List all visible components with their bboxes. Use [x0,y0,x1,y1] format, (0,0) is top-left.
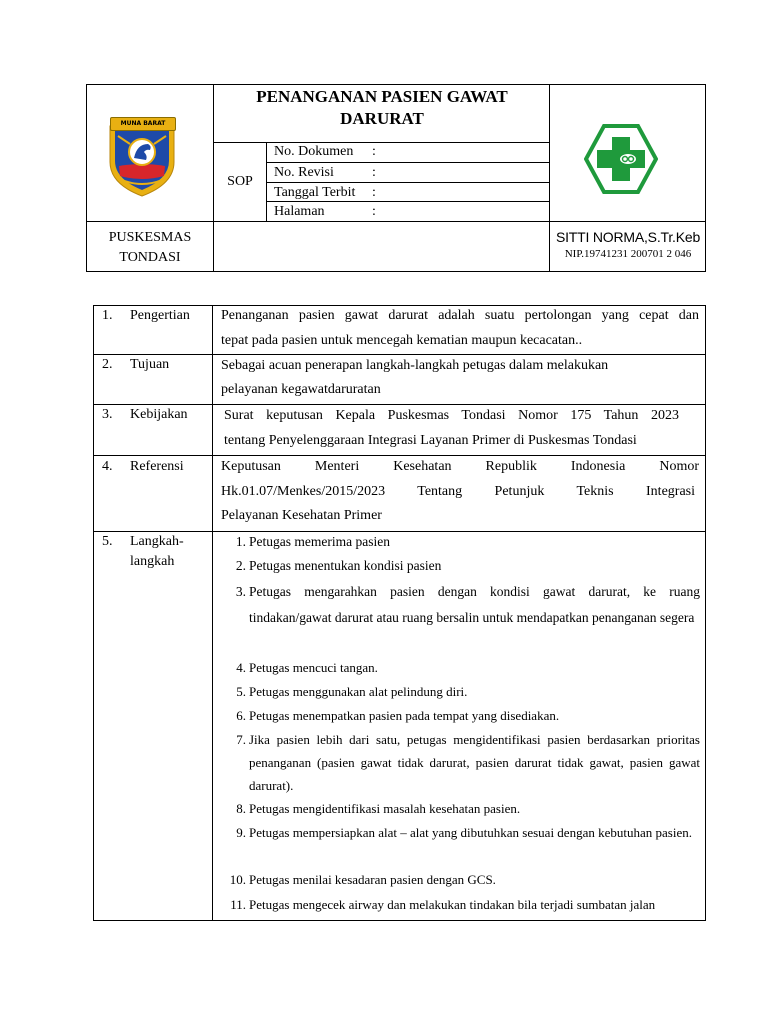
step-text: Jika pasien lebih dari satu, petugas mengidentifikasi pasien berdasarkan prioritas penanganan (pasien gawat tidak darurat, pasien darurat tidak gawat, pasien gawat darurat). [249,732,700,793]
institution-line-2: TONDASI [119,250,181,265]
title-line-1: PENANGANAN PASIEN GAWAT [256,87,508,106]
step-number: 3. [235,584,246,599]
meta-row-document-number [274,143,376,161]
referensi-line-1: Keputusan Menteri Kesehatan Republik Indonesia Nomor [221,459,699,474]
pengertian-line-2: tepat pada pasien untuk mencegah kematian maupun kecacatan.. [221,333,583,348]
meta-separator: : [372,165,376,180]
kebijakan-line-2: tentang Penyelenggaraan Integrasi Layanan Primer di Puskesmas Tondasi [224,433,637,448]
meta-row-issue-date [274,184,376,202]
document-title [214,86,550,130]
step-number: 6. [236,708,246,723]
meta-row-page [274,203,376,221]
section-label-pengertian: Pengertian [130,308,190,323]
step-number: 2. [235,558,246,573]
step-text: Petugas memerima pasien [249,534,390,549]
signer-name: SITTI NORMA,S.Tr.Keb [555,229,701,245]
section-label-referensi: Referensi [130,459,184,474]
meta-row-revision [274,164,376,182]
meta-label: No. Dokumen [274,144,354,159]
step-text: Petugas mengecek airway dan melakukan tindakan bila terjadi sumbatan jalan [249,897,656,912]
step-text: Petugas menempatkan pasien pada tempat yang disediakan. [249,708,560,723]
step-number: 11. [230,897,246,912]
meta-separator: : [372,185,376,200]
step-text: Petugas menilai kesadaran pasien dengan GCS. [249,872,496,887]
title-line-2: DARURAT [340,109,424,128]
step-text: Petugas mengarahkan pasien dengan kondisi gawat darurat, ke ruang tindakan/gawat darurat atau ruang bersalin untuk mendapatkan penanganan segera [249,584,700,625]
step-number: 8. [236,801,246,816]
pengertian-line-1: Penanganan pasien gawat darurat adalah suatu pertolongan yang cepat dan [221,308,699,323]
institution-name [86,228,214,268]
section-number: 2. [102,357,113,372]
langkah-label-line-2: langkah [130,554,175,569]
meta-label: No. Revisi [274,165,334,180]
section-label-kebijakan: Kebijakan [130,407,188,422]
section-number: 4. [102,459,113,474]
step-text: Petugas menggunakan alat pelindung diri. [249,684,468,699]
langkah-label-line-1: Langkah- [130,534,184,549]
signer-nip: NIP.19741231 200701 2 046 [564,248,692,260]
step-number: 5. [236,684,246,699]
step-number: 7. [236,732,246,747]
step-text: Petugas mempersiapkan alat – alat yang dibutuhkan sesuai dengan kebutuhan pasien. [249,825,692,840]
section-number: 1. [102,308,113,323]
step-number: 10. [229,872,246,887]
section-label-tujuan: Tujuan [130,357,170,372]
step-number: 1. [235,534,246,549]
tujuan-line-1: Sebagai acuan penerapan langkah-langkah petugas dalam melakukan [221,358,609,373]
step-text: Petugas menentukan kondisi pasien [249,558,442,573]
kebijakan-line-1: Surat keputusan Kepala Puskesmas Tondasi Nomor 175 Tahun 2023 [224,408,679,423]
step-number: 9. [236,825,246,840]
meta-label: Tanggal Terbit [274,185,356,200]
meta-label: Halaman [274,204,325,219]
meta-separator: : [372,204,376,219]
emblem-banner: MUNA BARAT [110,117,176,131]
section-label-langkah [130,532,210,572]
puskesmas-cross-logo-icon [584,124,658,194]
sop-label: SOP [227,174,253,189]
tujuan-line-2: pelayanan kegawatdaruratan [221,382,381,397]
step-text: Petugas mengidentifikasi masalah kesehatan pasien. [249,801,521,816]
section-number: 5. [102,534,113,549]
referensi-line-2: Hk.01.07/Menkes/2015/2023 Tentang Petunjuk Teknis Integrasi [221,484,695,499]
section-number: 3. [102,407,113,422]
institution-line-1: PUSKESMAS [108,230,192,245]
step-number: 4. [236,660,246,675]
step-text: Petugas mencuci tangan. [249,660,378,675]
referensi-line-3: Pelayanan Kesehatan Primer [221,508,382,523]
meta-separator: : [372,144,376,159]
